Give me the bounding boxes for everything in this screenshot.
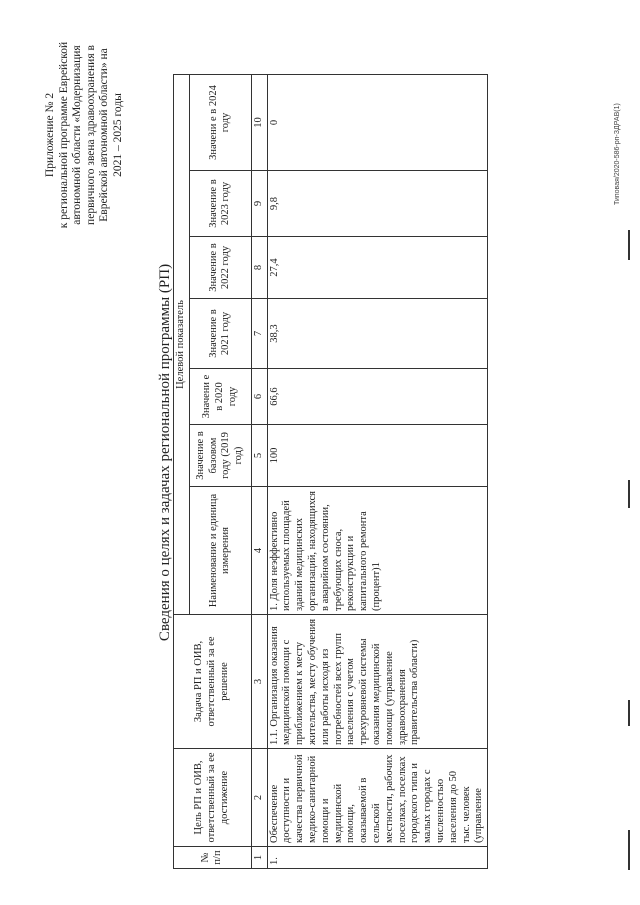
scan-mark: [628, 480, 630, 508]
appendix-line: Приложение № 2: [44, 92, 56, 178]
row-2021-value: 38,3: [267, 299, 488, 369]
row-num: 1.: [267, 847, 488, 869]
row-2022-value: 27,4: [267, 237, 488, 299]
header-2020: Значени е в 2020 году: [189, 369, 251, 425]
appendix-header: [44, 30, 126, 240]
column-number: 10: [251, 75, 267, 171]
row-base-value: 100: [267, 425, 488, 487]
column-number-row: [251, 75, 267, 869]
goals-table: [173, 74, 488, 869]
column-number: 5: [251, 425, 267, 487]
column-number: 4: [251, 487, 267, 615]
appendix-line: автономной области «Модернизация: [71, 45, 84, 225]
column-number: 1: [251, 847, 267, 869]
column-number: 9: [251, 171, 267, 237]
table-row: [267, 75, 488, 869]
scan-mark: [628, 230, 630, 260]
header-2023: Значение в 2023 году: [189, 171, 251, 237]
header-num: № п/п: [174, 847, 252, 869]
column-number: 3: [251, 615, 267, 749]
column-number: 6: [251, 369, 267, 425]
header-target: Целевой показатель: [174, 75, 190, 615]
appendix-line: 2021 – 2025 годы: [111, 93, 124, 177]
row-2023-value: 9,8: [267, 171, 488, 237]
row-task: 1.1. Организация оказания медицинской помощи с приближением к месту жительства, месту обучения или работы исходя из потребностей всех групп населения с учетом трехуровневой системы оказания медицинской помощи (управление здравоохранения правительства области): [267, 615, 488, 749]
footer-code: Типовая/2020-586-рп-ЗДРАВ(1): [614, 103, 621, 205]
column-number: 8: [251, 237, 267, 299]
appendix-line: Еврейской автономной области» на: [98, 48, 111, 222]
appendix-line: первичного звена здравоохранения в: [84, 45, 97, 225]
row-2020-value: 66,6: [267, 369, 488, 425]
appendix-line: к региональной программе Еврейской: [57, 41, 70, 229]
header-2021: Значение в 2021 году: [189, 299, 251, 369]
header-name: Наименование и единица измерения: [189, 487, 251, 615]
row-2024-value: 0: [267, 75, 488, 171]
row-goal: Обеспечение доступности и качества первичной медико-санитарной помощи и медицинской помощи, оказываемой в сельской местности, рабочих поселках, поселках городского типа и малых городах с численностью населения до 50 тыс. человек (управление: [267, 749, 488, 847]
header-base: Значение в базовом году (2019 год): [189, 425, 251, 487]
column-number: 2: [251, 749, 267, 847]
header-2022: Значение в 2022 году: [189, 237, 251, 299]
header-goal: Цель РП и ОИВ, ответственный за ее достижение: [174, 749, 252, 847]
scan-mark: [628, 830, 630, 870]
header-2024: Значени е в 2024 году: [189, 75, 251, 171]
row-indicator-name: 1. Доля неэффективно используемых площадей зданий медицинских организаций, находящихся в аварийном состоянии, требующих сноса, реконструкции и капитального ремонта (процент)1: [267, 487, 488, 615]
document-title: Сведения о целях и задачах региональной программы (РП): [157, 263, 173, 642]
header-task: Задача РП и ОИВ, ответственный за ее решение: [174, 615, 252, 749]
scan-mark: [628, 700, 630, 726]
column-number: 7: [251, 299, 267, 369]
